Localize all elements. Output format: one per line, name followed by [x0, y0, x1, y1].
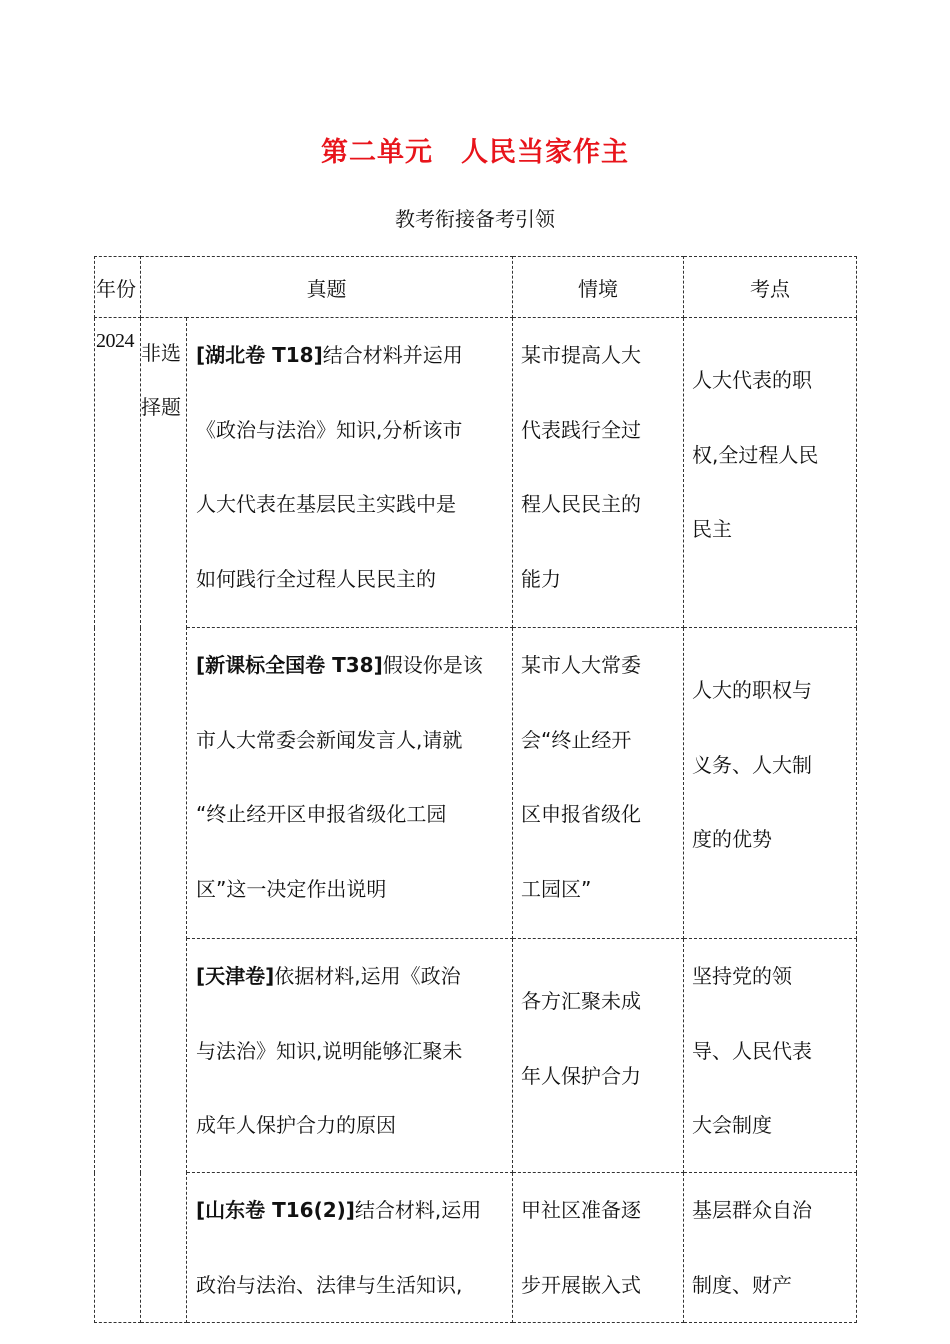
question-cell: [湖北卷 T18]结合材料并运用 《政治与法治》知识,分析该市 人大代表在基层民主实践中是 如何践行全过程人民民主的 [187, 318, 513, 628]
header-question: 真题 [141, 257, 513, 318]
question-source: [新课标全国卷 T38] [196, 653, 383, 677]
situation-cell: 甲社区准备逐 步开展嵌入式 [513, 1173, 684, 1323]
question-type-cell [141, 318, 187, 1323]
page-title: 第二单元 人民当家作主 [321, 137, 629, 168]
table-row [95, 628, 857, 939]
table-header-row [95, 257, 857, 318]
question-source: [山东卷 T16(2)] [196, 1198, 355, 1222]
situation-cell: 各方汇聚未成 年人保护合力 [513, 939, 684, 1173]
header-year: 年份 [95, 257, 141, 318]
point-cell: 人大代表的职 权,全过程人民 民主 [684, 318, 857, 628]
question-type-line: 非选 [141, 341, 181, 365]
question-cell: [山东卷 T16(2)]结合材料,运用 政治与法治、法律与生活知识, [187, 1173, 513, 1323]
page-subtitle: 教考衔接备考引领 [395, 207, 555, 231]
table-row [95, 1173, 857, 1323]
question-type-line: 择题 [141, 395, 181, 419]
year-cell: 2024 [95, 318, 141, 1323]
header-situation: 情境 [513, 257, 684, 318]
header-point: 考点 [684, 257, 857, 318]
point-cell: 基层群众自治 制度、财产 [684, 1173, 857, 1323]
situation-cell: 某市人大常委 会“终止经开 区申报省级化 工园区” [513, 628, 684, 939]
table-row [95, 939, 857, 1173]
table-row [95, 318, 857, 628]
situation-cell: 某市提高人大 代表践行全过 程人民民主的 能力 [513, 318, 684, 628]
question-source: [天津卷] [196, 964, 275, 988]
point-cell: 坚持党的领 导、人民代表 大会制度 [684, 939, 857, 1173]
question-cell: [新课标全国卷 T38]假设你是该 市人大常委会新闻发言人,请就 “终止经开区申报省级化工园 区”这一决定作出说明 [187, 628, 513, 939]
point-cell: 人大的职权与 义务、人大制 度的优势 [684, 628, 857, 939]
question-cell: [天津卷]依据材料,运用《政治 与法治》知识,说明能够汇聚未 成年人保护合力的原因 [187, 939, 513, 1173]
question-source: [湖北卷 T18] [196, 343, 323, 367]
exam-table [94, 256, 857, 1323]
